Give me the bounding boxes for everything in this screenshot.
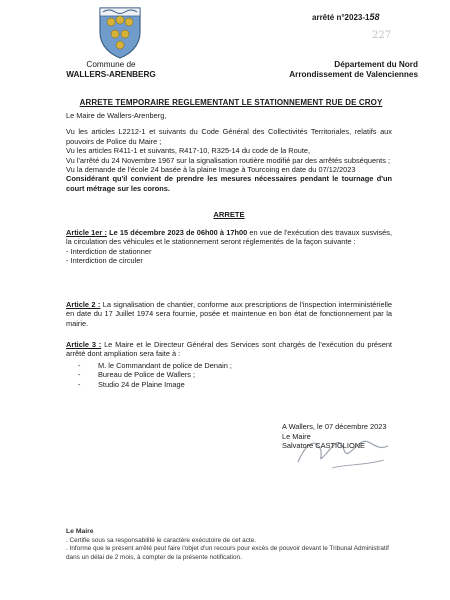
considerant-bold: Considérant qu'il convient de prendre les mesures nécessaires pendant le tournage d'un court métrage sur les corons.	[66, 174, 392, 193]
list-item: - Interdiction de stationner	[66, 247, 392, 256]
article-1	[66, 228, 392, 266]
article-3-list	[78, 361, 392, 389]
preamble	[66, 111, 392, 193]
arrondissement-name: Arrondissement de Valenciennes	[289, 70, 418, 79]
article-3	[66, 340, 392, 389]
arrete-number-text: arrêté n°2023-1	[312, 13, 370, 22]
article-1-text: en vue de l'exécution des travaux susvisés, la circulation des véhicules et le stationnement seront réglementés de la façon suivante :	[66, 228, 393, 247]
handwritten-note: 227	[372, 30, 392, 41]
article-2-label: Article 2 :	[66, 300, 101, 309]
signature-block	[282, 422, 386, 451]
footer-heading: Le Maire	[66, 528, 94, 535]
footer-line-2: . Informe que le présent arrêté peut faire l'objet d'un recours pour excès de pouvoir devant le Tribunal Administratif dans un délai de 2 mois, à compter de la présente notification.	[66, 545, 389, 561]
article-1-list	[66, 247, 392, 266]
commune-name: WALLERS-ARENBERG	[66, 70, 156, 79]
list-item: - Interdiction de circuler	[66, 256, 392, 265]
article-1-dates: Le 15 décembre 2023 de 06h00 à 17h00	[109, 228, 248, 237]
list-item: - M. le Commandant de police de Denain ;	[78, 361, 392, 370]
arrete-number-handwritten: 58	[369, 12, 380, 22]
list-item: - Bureau de Police de Wallers ;	[78, 370, 392, 379]
article-3-text: Le Maire et le Directeur Général des Services sont chargés de l'exécution du présent arrêté dont ampliation sera faite à :	[66, 340, 392, 359]
considerant-2: Vu les articles R411-1 et suivants, R417-10, R325-14 du code de la Route,	[66, 146, 311, 156]
arrete-heading: ARRETE	[213, 210, 245, 219]
signature-role: Le Maire	[282, 431, 311, 441]
article-2-text: La signalisation de chantier, conforme aux prescriptions de l'inspection interministérielle en date du 17 Juillet 1974 sera fournie, posée et maintenue en bon état de fonctionnement par la mairie.	[66, 300, 392, 328]
arrete-number	[312, 12, 379, 22]
document-title: ARRETE TEMPORAIRE REGLEMENTANT LE STATIONNEMENT RUE DE CROY	[79, 98, 383, 107]
signature-place-date: A Wallers, le 07 décembre 2023	[282, 422, 387, 431]
signature-name: Salvatore CASTIGLIONE	[282, 441, 365, 451]
footer-notice	[66, 528, 396, 562]
intro-line: Le Maire de Wallers-Arenberg,	[66, 111, 167, 120]
article-3-label: Article 3 :	[66, 340, 102, 349]
list-item: - Studio 24 de Plaine Image	[78, 380, 392, 389]
footer-line-1: . Certifie sous sa responsabilité le caractère exécutoire de cet acte.	[66, 536, 257, 544]
considerant-1: Vu les articles L2212-1 et suivants du Code Général des Collectivités Territoriales, relatifs aux pouvoirs de Police du Maire ;	[66, 127, 392, 146]
article-1-label: Article 1er :	[66, 228, 107, 237]
department-name: Département du Nord	[334, 60, 418, 69]
article-2	[66, 300, 392, 328]
commune-block	[56, 60, 166, 80]
coat-of-arms-icon	[97, 4, 143, 60]
considerant-3: Vu l'arrêté du 24 Novembre 1967 sur la signalisation routière modifié par des arrêtés subséquents ;	[66, 155, 391, 165]
commune-label: Commune de	[86, 60, 136, 69]
department-block	[268, 60, 418, 80]
considerant-4: Vu la demande de l'école 24 basée à la plaine Image à Tourcoing en date du 07/12/2023	[66, 165, 356, 175]
